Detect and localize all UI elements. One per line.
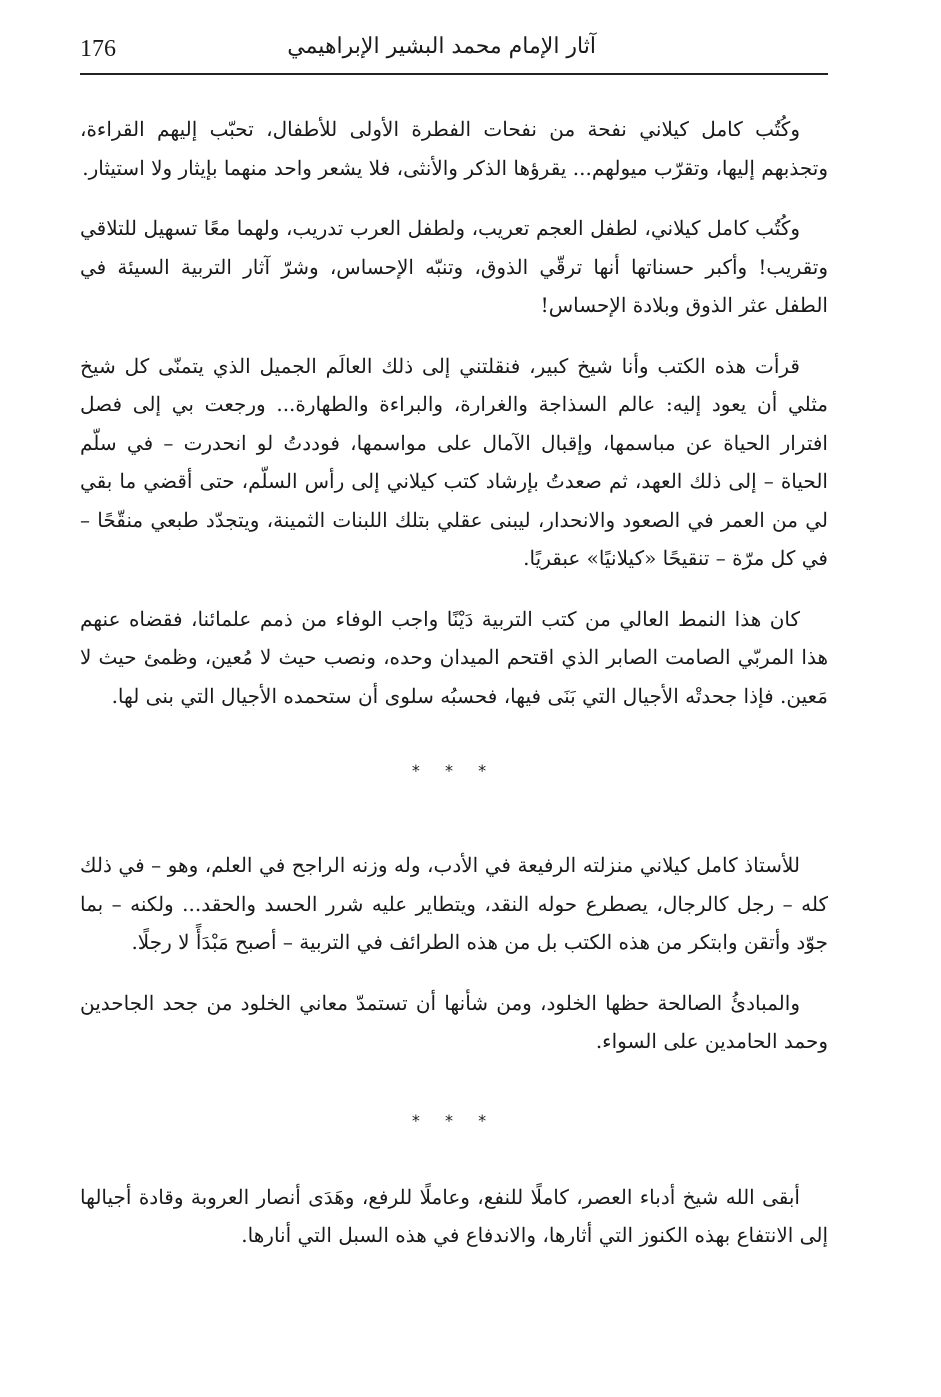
paragraph-3: قرأت هذه الكتب وأنا شيخ كبير، فنقلتني إلى ذلك العالَم الجميل الذي يتمنّى كل شيخ مثلي أن يعود إليه: عالم السذاجة والغرارة، والبراءة والطهارة... ورجعت بي إلى فصل افترار الحياة عن مباسمها، وإقبال الآمال على مواسمها، فوددتُ لو انحدرت – في سلّم الحياة – إلى ذلك العهد، ثم صعدتُ بإرشاد كتب كيلاني إلى رأس السلّم، حتى أقضي ما بقي لي من العمر في الصعود والانحدار، ليبنى عقلي بتلك اللبنات الثمينة، ويتجدّد طبعي منقّحًا – في كل مرّة – تنقيحًا «كيلانيًا» عبقريًا.	[80, 353, 828, 570]
page-body	[80, 110, 828, 1255]
section-separator: * * *	[411, 761, 497, 780]
page-number: 176	[80, 36, 116, 62]
paragraph-4: كان هذا النمط العالي من كتب التربية دَيْنًا واجب الوفاء من ذمم علمائنا، فقضاه عنهم هذا المربّي الصامت الصابر الذي اقتحم الميدان وحده، ونصب حيث لا مُعين، وظمئ حيث لا مَعين. فإذا جحدتْه الأجيال التي بَنَى فيها، فحسبُه سلوى أن ستحمده الأجيال التي بنى لها.	[80, 606, 828, 708]
running-title: آثار الإمام محمد البشير الإبراهيمي	[287, 34, 596, 59]
paragraph-6: والمبادئُ الصالحة حظها الخلود، ومن شأنها أن تستمدّ معاني الخلود من جحد الجاحدين وحمد الحامدين على السواء.	[80, 990, 828, 1053]
header-rule	[80, 73, 828, 75]
paragraph-2: وكُتُب كامل كيلاني، لطفل العجم تعريب، ولطفل العرب تدريب، ولهما معًا تسهيل للتلاقي وتقريب! وأكبر حسناتها أنها ترقّي الذوق، وتنبّه الإحساس، وشرّ آثار التربية السيئة في الطفل عثر الذوق وبلادة الإحساس!	[80, 216, 828, 317]
paragraph-5: للأستاذ كامل كيلاني منزلته الرفيعة في الأدب، وله وزنه الراجح في العلم، وهو – في ذلك كله – رجل كالرجال، يصطرع حوله النقد، ويتطاير عليه شرر الحسد والحقد... ولكنه – بما جوّد وأتقن وابتكر من هذه الكتب بل من هذه الطرائف في التربية – أصبح مَبْدَأً لا رجلًا.	[80, 853, 828, 954]
section-separator: * * *	[411, 1110, 497, 1130]
page-header	[80, 28, 828, 74]
paragraph-7: أبقى الله شيخ أدباء العصر، كاملًا للنفع، وعاملًا للرفع، وهَدَى أنصار العروبة وقادة أجيالها إلى الانتفاع بهذه الكنوز التي أثارها، والاندفاع في هذه السبل التي أنارها.	[80, 1184, 828, 1247]
paragraph-1: وكُتُب كامل كيلاني نفحة من نفحات الفطرة الأولى للأطفال، تحبّب إليهم القراءة، وتجذبهم إليها، وتقرّب ميولهم... يقرؤها الذكر والأنثى، فلا يشعر واحد منهما بإيثار ولا استيثار.	[80, 117, 828, 180]
